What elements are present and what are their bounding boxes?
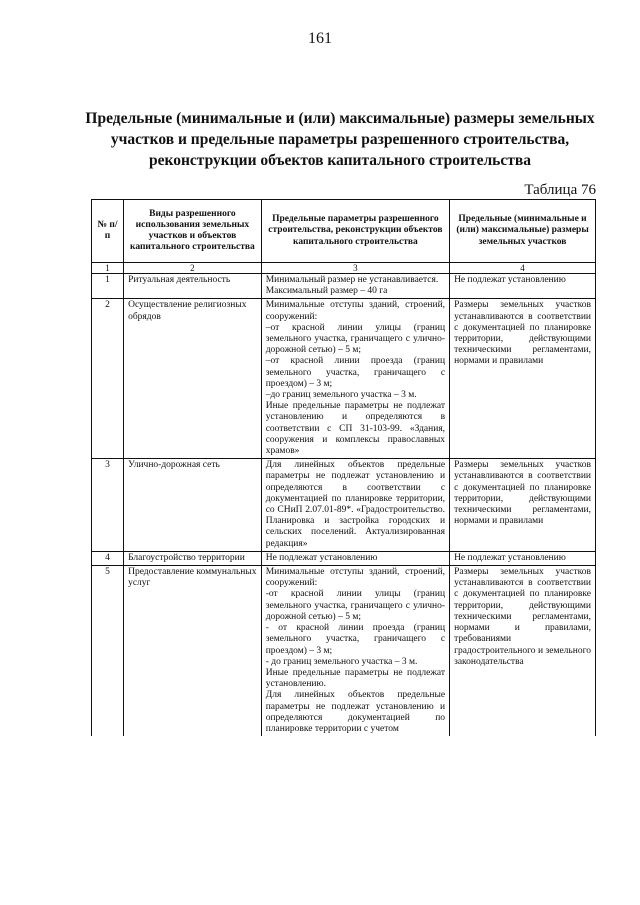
row-parameters xyxy=(261,274,449,299)
table-row xyxy=(92,551,596,565)
page-title: Предельные (минимальные и (или) максимальные) размеры земельных участков и предельные параметры разрешенного строительства, реконструкции объектов капитального строительства xyxy=(85,110,595,169)
row-plot-sizes: Размеры земельных участков устанавливаются в соответствии с документацией по планировке территории, действующими техническими регламентами, нормами и правилами xyxy=(450,459,596,552)
row-plot-sizes: Не подлежат установлению xyxy=(450,551,596,565)
table-index-row xyxy=(92,263,596,274)
param-line: Максимальный размер – 40 га xyxy=(265,286,388,297)
row-number: 2 xyxy=(92,299,124,459)
param-line: Иные предельные параметры не подлежат установлению. xyxy=(265,667,446,690)
table-row xyxy=(92,459,596,552)
row-usage-type: Улично-дорожная сеть xyxy=(124,459,262,552)
table-header-row xyxy=(92,200,596,263)
param-line: –до границ земельного участка – 3 м. xyxy=(265,390,417,401)
header-plot-sizes: Предельные (минимальные и (или) максимальные) размеры земельных участков xyxy=(450,200,596,263)
index-cell: 1 xyxy=(92,263,124,274)
table-row xyxy=(92,274,596,299)
param-line: –от красной линии проезда (границ земельного участка, граничащего с проездом) – 3 м; xyxy=(265,356,446,389)
table-label: Таблица 76 xyxy=(524,182,596,198)
row-parameters xyxy=(261,566,449,737)
param-line: Иные предельные параметры не подлежат установлению и определяются в соответствии с СП 31-103-99. «Здания, сооружения и комплексы православных храмов» xyxy=(265,401,446,457)
index-cell: 2 xyxy=(124,263,262,274)
row-plot-sizes: Размеры земельных участков устанавливаются в соответствии с документацией по планировке территории, действующими техническими регламентами, нормами и правилами xyxy=(450,299,596,459)
row-parameters xyxy=(261,551,449,565)
row-usage-type: Благоустройство территории xyxy=(124,551,262,565)
row-usage-type: Предоставление коммунальных услуг xyxy=(124,566,262,737)
param-line: Для линейных объектов предельные параметры не подлежат установлению и определяются документацией по планировке территории с учетом xyxy=(265,690,446,734)
param-line: - до границ земельного участка – 3 м. xyxy=(265,656,418,667)
param-line: Для линейных объектов предельные параметры не подлежат установлению и определяются в соответствии с документацией по планировке территории, со СНиП 2.07.01-89*. «Градостроительство. Планировка и застройка городских и сельских поселений. Актуализированная редакция» xyxy=(265,460,446,549)
header-parameters: Предельные параметры разрешенного строительства, реконструкции объектов капитального строительства xyxy=(261,200,449,263)
header-usage-type: Виды разрешенного использования земельных участков и объектов капитального строительства xyxy=(124,200,262,263)
param-line: - от красной линии проезда (границ земельного участка, граничащего с проездом) – 3 м; xyxy=(265,623,446,656)
param-line: -от красной линии улицы (границ земельного участка, граничащего с улично-дорожной сетью) – 5 м; xyxy=(265,589,446,622)
row-usage-type: Ритуальная деятельность xyxy=(124,274,262,299)
header-number: № п/п xyxy=(92,200,124,263)
param-line: Минимальные отступы зданий, строений, сооружений: xyxy=(265,300,446,322)
index-cell: 3 xyxy=(261,263,449,274)
row-number: 4 xyxy=(92,551,124,565)
index-cell: 4 xyxy=(450,263,596,274)
table-row xyxy=(92,566,596,737)
table-row xyxy=(92,299,596,459)
param-line: Минимальные отступы зданий, строений, сооружений: xyxy=(265,567,446,589)
row-plot-sizes: Размеры земельных участков устанавливаются в соответствии с документацией по планировке территории, действующими техническими регламентами, нормами и правилами, требованиями градостроительного и земельного законодательства xyxy=(450,566,596,737)
row-number: 1 xyxy=(92,274,124,299)
row-parameters xyxy=(261,299,449,459)
row-number: 3 xyxy=(92,459,124,552)
row-number: 5 xyxy=(92,566,124,737)
param-line: Не подлежат установлению xyxy=(265,552,378,563)
row-parameters xyxy=(261,459,449,552)
row-usage-type: Осуществление религиозных обрядов xyxy=(124,299,262,459)
page-number: 161 xyxy=(308,30,332,47)
parameters-table xyxy=(91,199,596,736)
param-line: –от красной линии улицы (границ земельного участка, граничащего с улично-дорожной сетью) – 5 м; xyxy=(265,322,446,356)
param-line: Минимальный размер не устанавливается. xyxy=(265,275,439,285)
row-plot-sizes: Не подлежат установлению xyxy=(450,274,596,299)
